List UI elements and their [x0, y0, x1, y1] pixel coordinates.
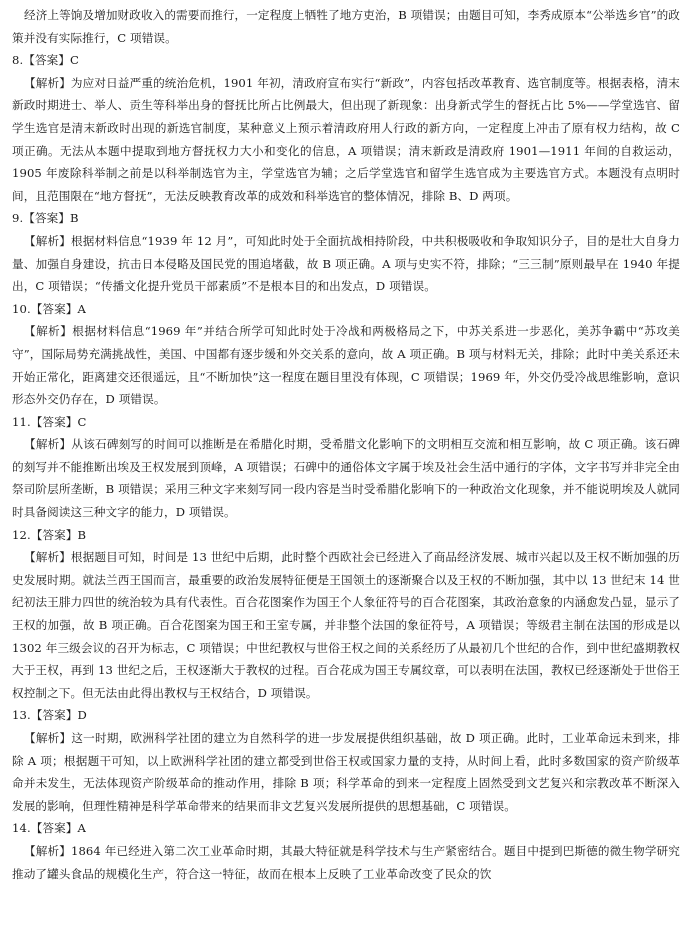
explanation-paragraph: 【解析】根据材料信息“1939 年 12 月”，可知此时处于全面抗战相持阶段，中共积极吸收和争取知识分子，目的是壮大自身力量、加强自身建设，抗击日本侵略及国民党的围追堵截，故 B 项正确。A 项与史实不符，排除；“三三制”原则最早在 1940 年提出，C 项错误；“传播文化提升党员干部素质”不是根本目的和出发点，D 项错误。 [12, 233, 680, 294]
answer-line: 10.【答案】A [12, 301, 86, 316]
item-14 [12, 817, 680, 885]
answer-line: 14.【答案】A [12, 821, 86, 836]
explanation-paragraph: 【解析】从该石碑刻写的时间可以推断是在希腊化时期，受希腊文化影响下的文明相互交流和相互影响，故 C 项正确。该石碑的刻写并不能推断出埃及王权发展到顶峰，A 项错误；石碑中的通俗体文字属于埃及社会生活中通行的字体，文字书写并非完全由祭司阶层所垄断，B 项错误；采用三种文字来刻写同一段内容是当时受希腊化影响下的一种政治文化现象，并不能说明埃及人就同时具备阅读这三种文字的能力，D 项错误。 [12, 437, 680, 520]
item-10 [12, 298, 680, 411]
item-8 [12, 49, 680, 207]
item-13 [12, 704, 680, 817]
item-9 [12, 207, 680, 297]
explanation-paragraph: 【解析】为应对日益严重的统治危机，1901 年初，清政府宣布实行“新政”，内容包括改革教育、选官制度等。根据表格，清末新政时期进士、举人、贡生等科举出身的督抚比所占比例最大，但出现了新现象：出身新式学生的督抚占比 5%——学堂选官、留学生选官是清末新政时出现的新选官制度，某种意义上预示着清政府用人行政的新方向，一定程度上冲击了原有权力结构，故 C 项正确。无法从本题中提取到地方督抚权力大小和变化的信息，A 项错误；清末新政是清政府 1901—1911 年间的自救运动，1905 年废除科举制之前是以科举制选官为主，学堂选官为辅；之后学堂选官和留学生选官成为主要选官方式。本题没有点明时间，且范围限在“地方督抚”，无法反映教育改革的成效和科举选官的整体情况，排除 B、D 两项。 [12, 75, 680, 203]
explanation-paragraph: 【解析】这一时期，欧洲科学社团的建立为自然科学的进一步发展提供组织基础，故 D 项正确。此时，工业革命远未到来，排除 A 项；根据题干可知，以上欧洲科学社团的建立都受到世俗王权或国家力量的支持，从时间上看，此时多数国家的资产阶级革命并未发生，无法体现资产阶级革命的推动作用，排除 B 项；科学革命的到来一定程度上固然受到文艺复兴和宗教改革不断深入发展的影响，但理性精神是科学革命带来的结果而非文艺复兴发展所提供的思想基础，C 项错误。 [12, 731, 680, 813]
item-11 [12, 411, 680, 524]
explanation-paragraph: 【解析】根据题目可知，时间是 13 世纪中后期，此时整个西欧社会已经进入了商品经济发展、城市兴起以及王权不断加强的历史发展时期。就法兰西王国而言，最重要的政治发展特征便是王国领土的逐渐聚合以及王权的不断加强，其中以 13 世纪末 14 世纪初法王腓力四世的统治较为具有代表性。百合花图案作为国王个人象征符号的百合花图案，其政治意象的内涵愈发凸显，显示了王权的加强，故 B 项正确。百合花图案为国王和王室专属，并非整个法国的象征符号，A 项错误；等级君主制在法国的形成是以 1302 年三级会议的召开为标志，C 项错误；中世纪教权与世俗王权之间的关系经历了从最初几个世纪的合作，到中世纪盛期教权大于王权，再到 13 世纪之后，王权逐渐大于教权的过程。百合花成为国王专属纹章，可以表明在法国，教权已经逐渐处于世俗王权控制之下。但无法由此得出教权与王权结合，D 项错误。 [12, 550, 680, 700]
explanation-paragraph: 【解析】1864 年已经进入第二次工业革命时期，其最大特征就是科学技术与生产紧密结合。题目中提到巴斯德的微生物学研究推动了罐头食品的规模化生产，符合这一特征，故而在根本上反映了工业革命改变了民众的饮 [12, 843, 680, 881]
answer-line: 13.【答案】D [12, 708, 87, 723]
answer-line: 9.【答案】B [12, 211, 79, 226]
explanation-paragraph: 【解析】根据材料信息“1969 年”并结合所学可知此时处于冷战和两极格局之下，中苏关系进一步恶化，美苏争霸中“苏攻美守”，国际局势充满挑战性，美国、中国都有逐步缓和外交关系的意向，故 A 项正确。B 项与材料无关，排除；此时中美关系还未开始正常化，距离建交还很遥远，且“不断加快”这一程度在题目里没有体现，C 项错误；1969 年，外交仍受冷战思维影响，意识形态外交仍存在，D 项错误。 [12, 324, 680, 407]
answer-line: 8.【答案】C [12, 53, 80, 68]
continued-paragraph: 经济上等饷及增加财政收入的需要而推行，一定程度上牺牲了地方吏治，B 项错误；由题目可知，李秀成原本“公举选乡官”的政策并没有实际推行，C 项错误。 [12, 8, 680, 45]
answer-line: 11.【答案】C [12, 414, 87, 429]
item-12 [12, 524, 680, 705]
answer-line: 12.【答案】B [12, 527, 87, 542]
